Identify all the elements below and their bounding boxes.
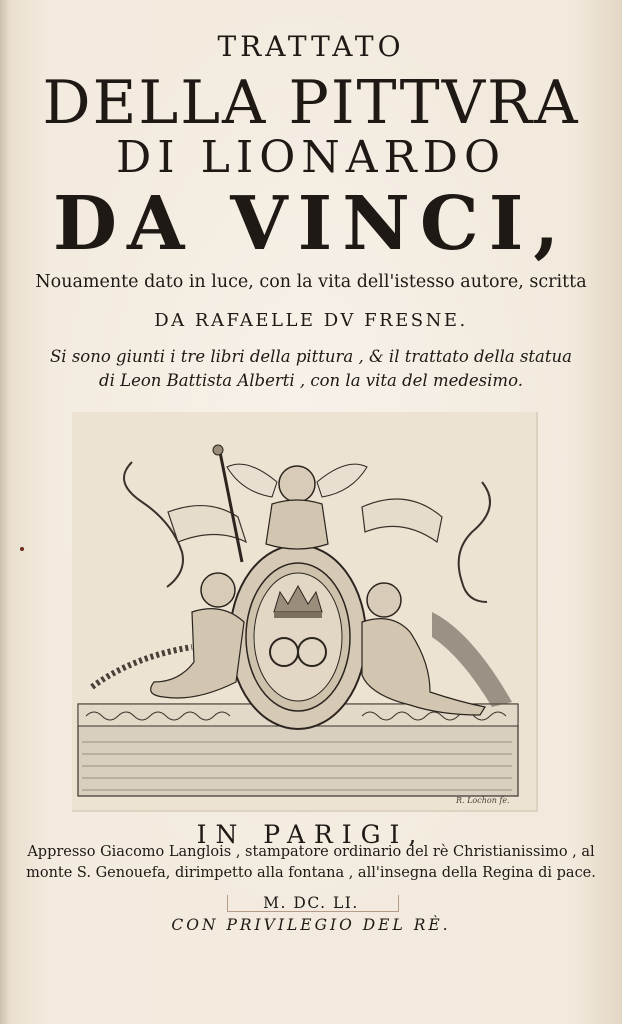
imprint-privilege: CON PRIVILEGIO DEL RÈ.	[171, 916, 451, 934]
subtitle-alberti-1: Si sono giunti i tre libri della pittura , & il trattato della statua	[50, 347, 572, 366]
putti-coat-of-arms-icon	[72, 412, 536, 810]
imprint-year: M. DC. LI.	[263, 894, 359, 912]
subtitle-alberti-2: di Leon Battista Alberti , con la vita del medesimo.	[99, 371, 523, 390]
engraving-plate	[72, 412, 538, 812]
title-line-trattato: TRATTATO	[217, 30, 405, 63]
title-line-della-pittura: DELLA PITTVRA	[42, 68, 580, 138]
title-line-di-lionardo: DI LIONARDO	[115, 132, 507, 183]
imprint-city: IN PARIGI,	[196, 820, 426, 849]
ink-spot	[20, 547, 24, 551]
title-line-da-vinci: DA VINCI,	[52, 181, 570, 267]
subtitle-nouamente: Nouamente dato in luce, con la vita dell'istesso autore, scritta	[35, 272, 587, 292]
imprint-address-line: monte S. Genouefa, dirimpetto alla fontana , all'insegna della Regina di pace.	[26, 865, 596, 881]
engraver-signature: R. Lochon fe.	[456, 796, 510, 805]
subtitle-du-fresne: DA RAFAELLE DV FRESNE.	[154, 310, 468, 331]
imprint-publisher-line: Appresso Giacomo Langlois , stampatore ordinario del rè Christianissimo , al	[27, 844, 595, 860]
